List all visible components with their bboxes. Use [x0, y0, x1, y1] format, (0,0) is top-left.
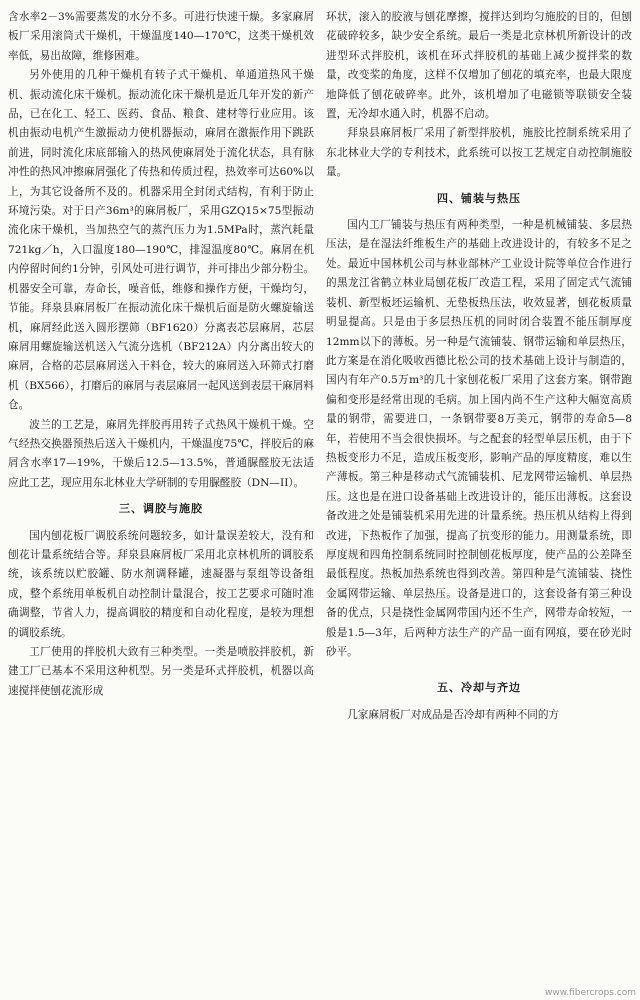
two-column-layout: [8, 8, 632, 1000]
paragraph: 含水率2－3%需要蒸发的水分不多。可进行快速干燥。多家麻屑板厂采用滚筒式干燥机，干燥温度140—170℃，这类干燥机效率低，易出故障，维修困难。: [8, 11, 314, 62]
section-heading: 三、调胶与施胶: [119, 502, 203, 516]
paragraph: 国内刨花板厂调胶系统问题较多，如计量误差较大，没有和刨花计量系统结合等。拜泉县麻屑板厂采用北京林机所的调胶系统，该系统以贮胶罐、防水剂调释罐，速凝器与泵组等设备组成，整个系统用单板机自动控制计量混合，按工艺要求可随时准确调整，节省人力，提高调胶的精度和自动化程度，是较为理想的调胶系统。: [8, 529, 314, 639]
paragraph: 另外使用的几种干燥机有转子式干燥机、单通道热风干燥机、振动流化床干燥机。振动流化床干燥机是近几年开发的新产品，已在化工、轻工、医药、食品、粮食、建材等行业应用。该机由振动电机产生激振动力使机器振动，麻屑在激振作用下跳跃前进，同时流化床底部输入的热风使麻屑处于流化状态，具有脉冲性的热风冲擦麻屑强化了传热和传质过程，热效率可达60%以上，为其它设备所不及的。机器采用全封闭式结构，有利于防止环境污染。对于日产36m³的麻屑板厂，采用GZQ15×75型振动流化床干燥机，当加热空气的蒸汽压力为1.5MPa时，蒸汽耗量721kg／h，入口温度180—190℃，排湿温度80℃。麻屑在机内停留时间约1分钟，引风处可进行调节，并可排出少部分粉尘。机器安全可靠，寿命长，噪音低，维修和操作方便，干燥均匀，节能。拜泉县麻屑板厂在振动流化床干燥机后面是防火螺旋输送机，麻屑经此送入圆形摆筛（BF1620）分离表芯层麻屑，芯层麻屑用螺旋输送机送入气流分选机（BF212A）内分离出较大的麻屑，合格的芯层麻屑送入干料仓，较大的麻屑送入环筛式打磨机（BX566），打磨后的麻屑与表层麻屑一起风送到表层干麻屑料仓。: [8, 69, 314, 412]
site-watermark: www.fibercrops.com: [545, 988, 636, 998]
paragraph: 工厂使用的拌胶机大致有三种类型。一类是喷胶拌胶机，新建工厂已基本不采用这种机型。另一类是环式拌胶机，机器以高速搅拌使刨花流形成: [8, 646, 314, 697]
left-column: [8, 8, 314, 1000]
paragraph: 环状，滚入的胶液与刨花摩擦，搅拌达到均匀施胶的目的，但刨花破碎较多，缺少安全系统。最后一类是北京林机所新设计的改进型环式拌胶机，该机在环式拌胶机的基础上减少搅拌桨的数量，改变桨的角度，这样不仅增加了刨花的填充率，也最大限度地降低了刨花破碎率。此外，该机增加了电磁锁等联锁安全装置，无冷却水通入时，机器不启动。: [326, 11, 632, 121]
right-column: [326, 8, 632, 1000]
section-heading: 五、冷却与齐边: [437, 681, 521, 695]
paragraph: 波兰的工艺是，麻屑先拌胶再用转子式热风干燥机干燥。空气经热交换器预热后送入干燥机内，干燥温度75℃，拌胶后的麻屑含水率17—19%，干燥后12.5—13.5%，普通脲醛胶无法适应此工艺，现应用东北林业大学研制的专用脲醛胶（DN—II）。: [8, 418, 314, 489]
paragraph: 拜泉县麻屑板厂采用了新型拌胶机，施胶比控制系统采用了东北林业大学的专利技术，此系统可以按工艺规定自动控制施胶量。: [326, 127, 632, 179]
section-heading: 四、铺装与热压: [437, 191, 521, 205]
paragraph: 几家麻屑板厂对成品是否冷却有两种不同的方: [347, 708, 560, 721]
paragraph: 国内工厂铺装与热压有两种类型，一种是机械铺装、多层热压法，是在湿法纤维板生产的基础上改进设计的，有较多不足之处。最近中国林机公司与林业部林产工业设计院等单位合作进行的黑龙江省鹤立林业局刨花板厂改造工程，采用了固定式气流铺装机、新型板坯运输机、无垫板热压法，收效显著，刨花板质量明显提高。只是由于多层热压机的同时闭合装置不能压制厚度12mm以下的薄板。另一种是气流铺装、钢带运输和单层热压，此方案是在消化吸收西德比松公司的技术基础上设计与制造的，国内有年产0.5万m³的几十家刨花板厂采用了这套方案。钢带跑偏和变形是经常出现的毛病。加上国内尚不生产这种大幅宽高质量的钢带，需要进口，一条钢带要8万美元，钢带的寿命5—8年，若使用不当会很快损坏。与之配套的轻型单层压机，由于下热板变形力不足，造成压板变形，影响产品的厚度精度，难以生产薄板。第三种是移动式气流铺装机、尼龙网带运输机、单层热压。这也是在进口设备基础上改进设计的，能压出薄板。这套设备改进之处是铺装机采用先进的计量系统。热压机从结构上得到改进，下热板作了加强，提高了抗变形的能力。用测量系统，即厚度规和四角控制系统同时控制刨花板厚度，使产品的公差降至最低程度。热板加热系统也得到改善。第四种是气流铺装、挠性金属网带运输、单层热压。设备是进口的，这套设备有第三种设备的优点，只是挠性金属网带国内还不生产，网带寿命较短，一般是1.5—3年，后两种方法生产的产品一面有网痕，要在砂光时砂平。: [326, 219, 632, 658]
